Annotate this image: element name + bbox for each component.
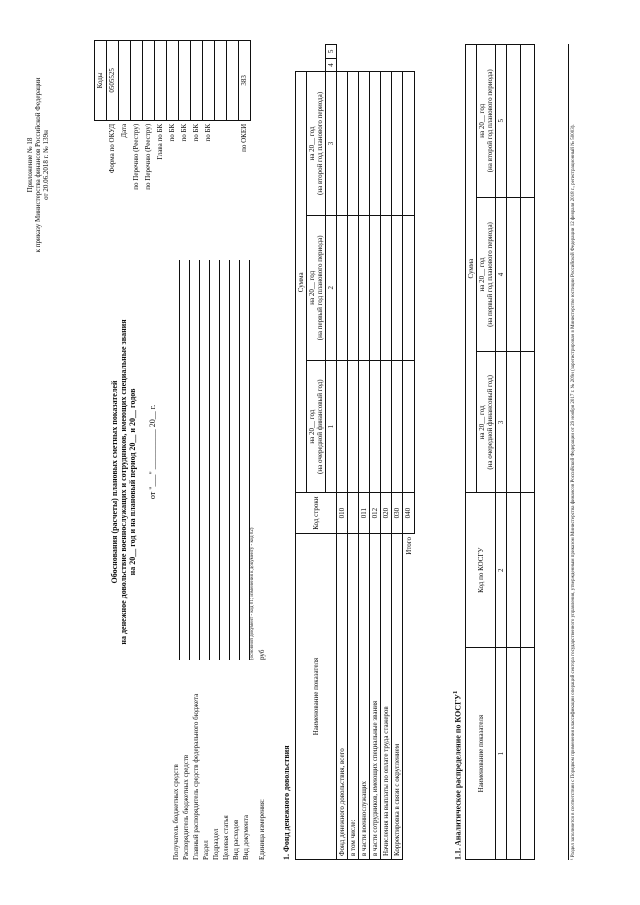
- order-date: от 20.06.2018 г. № 139н: [42, 130, 51, 200]
- code-label: по Перечню (Реестру): [132, 123, 141, 190]
- code-label: Дата: [120, 123, 129, 138]
- s1-head-code: Код строки: [296, 493, 337, 534]
- s2-head-kosgu: Код по КОСГУ: [466, 493, 496, 648]
- s1-value-cell[interactable]: [359, 215, 370, 360]
- s1-value-cell[interactable]: [370, 215, 381, 360]
- s1-row: [392, 45, 403, 860]
- section-2-title: [452, 691, 463, 860]
- document-date: от "___" __________ 20__ г.: [148, 404, 157, 500]
- info-row: [180, 260, 190, 860]
- s2-cell[interactable]: [507, 648, 521, 860]
- info-row: [210, 260, 220, 860]
- s1-row-name: Начисления на выплаты по оплате труда стажеров: [381, 534, 392, 860]
- s1-colnum: 3: [326, 72, 337, 215]
- info-label: Раздел: [201, 840, 210, 860]
- info-block: [170, 260, 266, 860]
- s2-colnum: 2: [496, 493, 507, 648]
- s2-colnum: 4: [496, 197, 507, 352]
- code-row: [203, 41, 215, 251]
- s2-cell[interactable]: [521, 45, 535, 198]
- info-label: Вид расходов: [231, 819, 240, 860]
- s2-cell[interactable]: [521, 352, 535, 493]
- s1-value-cell[interactable]: [359, 361, 370, 493]
- s1-value-cell[interactable]: [348, 361, 359, 493]
- code-row: [143, 41, 155, 251]
- s1-row-code: 030: [392, 493, 403, 534]
- s2-cell[interactable]: [507, 197, 521, 352]
- s1-value-cell[interactable]: [370, 361, 381, 493]
- info-row: [240, 260, 250, 860]
- code-row: [191, 41, 203, 251]
- info-label: Подраздел: [211, 828, 220, 860]
- s1-value-cell[interactable]: [337, 72, 348, 215]
- code-row: [131, 41, 143, 251]
- s2-empty-row: [507, 45, 521, 860]
- code-value[interactable]: [119, 41, 131, 121]
- s1-row-code: 011: [359, 493, 370, 534]
- s1-value-cell[interactable]: [392, 72, 403, 215]
- s1-y2-sub: (на первый год планового периода): [316, 235, 325, 341]
- code-label: [227, 120, 239, 250]
- code-value[interactable]: 383: [239, 41, 251, 121]
- s1-row-name: Корректировка в связи с округлением: [392, 534, 403, 860]
- s2-head-sum: Сумма: [466, 45, 477, 493]
- info-value-line[interactable]: [202, 260, 210, 660]
- s1-total-code: 040: [403, 493, 414, 534]
- code-row: [215, 41, 227, 251]
- s1-y3-sub: (на второй год планового периода): [316, 91, 325, 195]
- s1-y1-sub: (на очередной финансовый год): [316, 379, 325, 474]
- title-line-3: на 20__ год и на плановый период 20__ и 20__ годов: [128, 388, 138, 576]
- info-row: [170, 260, 180, 860]
- s1-row-name: в части сотрудников, имеющих специальные звания: [370, 534, 381, 860]
- s1-row-name: в том числе:: [348, 534, 359, 860]
- code-label: Форма по ОКУД: [108, 123, 117, 174]
- s2-colnum: 5: [496, 45, 507, 198]
- code-row: [179, 41, 191, 251]
- s1-colnum: 1: [326, 361, 337, 493]
- info-label: Вид документа: [241, 814, 250, 860]
- s1-value-cell[interactable]: [348, 215, 359, 360]
- code-row: [155, 41, 167, 251]
- code-value[interactable]: [167, 41, 179, 121]
- s2-y3: на 20__ год: [478, 103, 487, 138]
- s1-colnum: 2: [326, 215, 337, 360]
- info-value-line[interactable]: [182, 260, 190, 660]
- codes-header: Коды: [95, 41, 107, 121]
- info-row: [200, 260, 210, 860]
- code-label: [215, 120, 227, 250]
- s1-total-cell[interactable]: [403, 72, 414, 215]
- s1-value-cell[interactable]: [359, 72, 370, 215]
- s1-value-cell[interactable]: [348, 72, 359, 215]
- s2-cell[interactable]: [521, 493, 535, 648]
- code-value[interactable]: [155, 41, 167, 121]
- order-reference: к приказу Министерства финансов Российской Федерации: [34, 77, 43, 253]
- info-value-line[interactable]: [212, 260, 220, 660]
- info-value-line[interactable]: [172, 260, 180, 660]
- s2-colnum: 3: [496, 352, 507, 493]
- s2-cell[interactable]: [507, 493, 521, 648]
- info-value-line[interactable]: [232, 260, 240, 660]
- s2-cell[interactable]: [521, 197, 535, 352]
- info-label: Получатель бюджетных средств: [171, 764, 180, 860]
- codes-box: [94, 40, 251, 250]
- s1-row: [348, 45, 359, 860]
- info-value-line[interactable]: [192, 260, 200, 660]
- appendix-number: Приложение № 18: [26, 137, 34, 193]
- info-label: Целевая статья: [221, 815, 230, 860]
- code-label: по ОКЕИ: [240, 123, 249, 152]
- s1-head-sum: Сумма: [296, 72, 307, 493]
- s1-head-y2: [307, 215, 326, 360]
- s1-value-cell[interactable]: [370, 72, 381, 215]
- info-value-line[interactable]: [222, 260, 230, 660]
- s1-head-y1: [307, 361, 326, 493]
- title-line-2: на денежное довольствие военнослужащих и сотрудников, имеющих специальные звания: [119, 319, 129, 645]
- section-1-table-wrap: [295, 44, 415, 860]
- s2-y1: на 20__ год: [478, 405, 487, 440]
- s1-head-y3: [307, 72, 326, 215]
- code-value[interactable]: [215, 41, 227, 121]
- code-row: [167, 41, 179, 251]
- s1-value-cell[interactable]: [392, 361, 403, 493]
- section-1-table: [295, 44, 415, 860]
- s1-row-code: [348, 493, 359, 534]
- s1-colnum: 4: [326, 58, 337, 72]
- s2-cell[interactable]: [507, 45, 521, 198]
- code-row: [119, 41, 131, 251]
- s2-y3-sub: (на второй год планового периода): [486, 69, 495, 173]
- info-value-line[interactable]: [242, 260, 250, 660]
- code-value[interactable]: [143, 41, 155, 121]
- s1-value-cell[interactable]: [381, 72, 392, 215]
- s1-row: [359, 45, 370, 860]
- s2-head-y3: [477, 45, 496, 198]
- section-1-title: 1. Фонд денежного довольствия: [282, 745, 291, 860]
- s1-row: [337, 45, 348, 860]
- s1-value-cell[interactable]: [381, 361, 392, 493]
- s1-row-name: в части военнослужащих: [359, 534, 370, 860]
- s1-row-name: Фонд денежного довольствия, всего: [337, 534, 348, 860]
- s2-head-name: Наименование показателя: [466, 648, 496, 860]
- s1-colnum: 5: [326, 45, 337, 59]
- s2-empty-row: [521, 45, 535, 860]
- title-line-1: Обоснования (расчеты) плановых сметных показателей: [110, 380, 119, 584]
- code-label: по БК: [180, 123, 189, 142]
- s1-row-code: 010: [337, 493, 348, 534]
- footnote-mark: 1: [452, 690, 459, 694]
- s1-row-code: 020: [381, 493, 392, 534]
- code-row: [227, 41, 239, 251]
- section-2-table-wrap: [465, 44, 535, 860]
- appendix-header: [26, 40, 50, 290]
- s2-y2: на 20__ год: [478, 257, 487, 292]
- s1-row-code: 012: [370, 493, 381, 534]
- code-label: по Перечню (Реестру): [144, 123, 153, 190]
- s1-row: [381, 45, 392, 860]
- code-value[interactable]: [179, 41, 191, 121]
- section-2-table: [465, 44, 535, 860]
- s1-value-cell[interactable]: [392, 215, 403, 360]
- s1-y1: на 20__ год: [308, 409, 317, 444]
- code-value[interactable]: [203, 41, 215, 121]
- info-label: Главный распорядитель средств федерального бюджета: [191, 693, 200, 860]
- code-value[interactable]: [131, 41, 143, 121]
- s2-head-y2: [477, 197, 496, 352]
- s2-cell[interactable]: [521, 648, 535, 860]
- s2-head-y1: [477, 352, 496, 493]
- unit-label: Единица измерения:: [257, 799, 266, 860]
- s1-total-row: [403, 45, 414, 860]
- code-row: [239, 41, 251, 251]
- code-value[interactable]: [227, 41, 239, 121]
- s1-value-cell[interactable]: [337, 215, 348, 360]
- s2-colnum: 1: [496, 648, 507, 860]
- code-label: Глава по БК: [156, 123, 165, 160]
- code-value[interactable]: 0505525: [107, 41, 119, 121]
- s1-head-name: Наименование показателя: [296, 534, 337, 860]
- code-label: по БК: [204, 123, 213, 142]
- info-row: [190, 260, 200, 860]
- s1-row: [370, 45, 381, 860]
- s2-y1-sub: (на очередной финансовый год): [486, 375, 495, 470]
- s1-value-cell[interactable]: [381, 215, 392, 360]
- section-2-title-text: 1.1. Аналитическое распределение по КОСГУ: [453, 693, 463, 860]
- code-label: по БК: [192, 123, 201, 142]
- s2-cell[interactable]: [507, 352, 521, 493]
- s2-y2-sub: (на первый год планового периода): [486, 222, 495, 327]
- s1-total-label: Итого: [403, 534, 414, 860]
- s1-value-cell[interactable]: [337, 361, 348, 493]
- info-row: [230, 260, 240, 860]
- s1-total-cell[interactable]: [403, 361, 414, 493]
- doc-type-note: (основной документ - код 01; изменения к документу - код 02): [250, 527, 255, 660]
- code-row: [107, 41, 119, 251]
- info-row: [220, 260, 230, 860]
- code-value[interactable]: [191, 41, 203, 121]
- s2-colnum-row: [496, 45, 507, 860]
- footnote: ¹ Раздел заполняется в соответствии с Порядком применения классификации операций сектора государственного управления, утвержденным приказом Министерства финансов Российской Федерации от 29 ноября 2017 г. № 209н (зарегистрирован в Министерстве юстиции Российской Федерации 12 февраля 2018 г., регистрационный № 50003).: [568, 44, 577, 860]
- code-label: по БК: [168, 123, 177, 142]
- s1-y2: на 20__ год: [308, 270, 317, 305]
- unit-value: руб: [257, 649, 266, 660]
- s1-total-cell[interactable]: [403, 215, 414, 360]
- rotated-document: [20, 22, 620, 882]
- unit-row: [256, 260, 266, 860]
- s1-y3: на 20__ год: [308, 126, 317, 161]
- document-title: [110, 202, 138, 762]
- info-label: Распорядитель бюджетных средств: [181, 754, 190, 860]
